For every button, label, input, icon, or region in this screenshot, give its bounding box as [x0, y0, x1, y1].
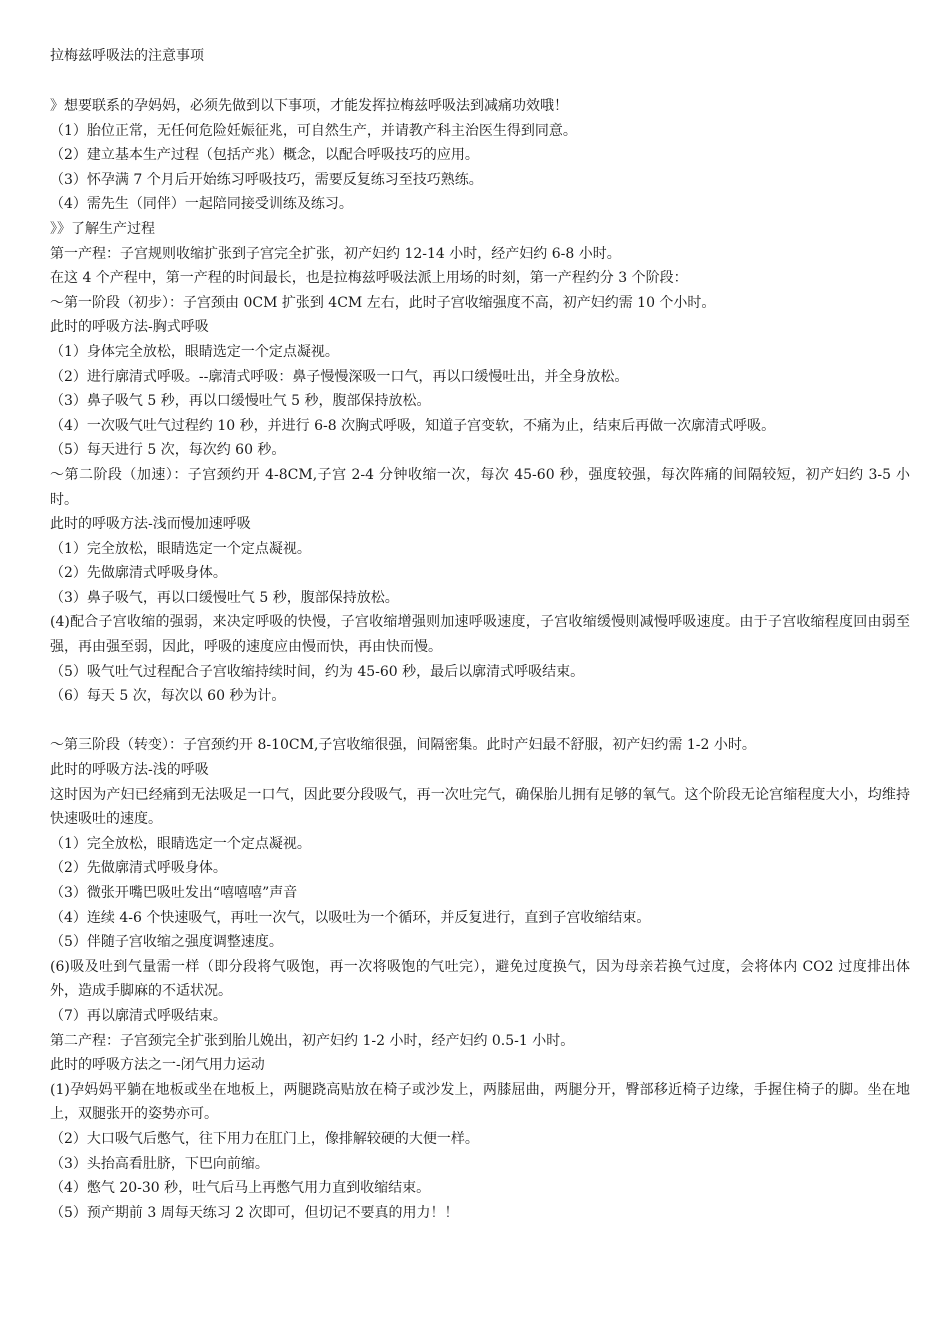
text-line: （7）再以廓清式呼吸结束。	[50, 1007, 227, 1024]
document-body	[50, 94, 910, 1225]
text-line: （2）建立基本生产过程（包括产兆）概念，以配合呼吸技巧的应用。	[50, 147, 479, 164]
text-line: (4)配合子宫收缩的强弱，来决定呼吸的快慢，子宫收缩增强则加速呼吸速度，子宫收缩缓慢则减慢呼吸速度。由于子宫收缩程度回由弱至强，再由强至弱，因此，呼吸的速度应由慢而快，再由快而慢。	[50, 614, 910, 656]
text-line: （2）先做廓清式呼吸身体。	[50, 565, 227, 582]
blank-line	[50, 709, 910, 734]
text-line: (6)吸及吐到气量需一样（即分段将气吸饱，再一次将吸饱的气吐完），避免过度换气，因为母亲若换气过度，会将体内 CO2 过度排出体外，造成手脚麻的不适状况。	[50, 958, 910, 1000]
text-line: （6）每天 5 次，每次以 60 秒为计。	[50, 688, 286, 705]
text-line: （2）先做廓清式呼吸身体。	[50, 860, 227, 877]
text-line: 此时的呼吸方法-浅而慢加速呼吸	[50, 516, 251, 533]
text-line: (1)孕妈妈平躺在地板或坐在地板上，两腿跷高贴放在椅子或沙发上，两膝屈曲，两腿分开，臀部移近椅子边缘，手握住椅子的脚。坐在地上，双腿张开的姿势亦可。	[50, 1081, 910, 1123]
text-line: （3）鼻子吸气，再以口缓慢吐气 5 秒，腹部保持放松。	[50, 589, 399, 606]
text-line: （4）连续 4-6 个快速吸气，再吐一次气，以吸吐为一个循环，并反复进行，直到子宫收缩结束。	[50, 909, 651, 926]
text-line: ～第二阶段（加速）：子宫颈约开 4-8CM,子宫 2-4 分钟收缩一次，每次 45-60 秒，强度较强，每次阵痛的间隔较短，初产妇约 3-5 小时。	[50, 466, 910, 508]
text-line: 这时因为产妇已经痛到无法吸足一口气，因此要分段吸气，再一次吐完气，确保胎儿拥有足够的氧气。这个阶段无论宫缩程度大小，均维持快速吸吐的速度。	[50, 786, 910, 828]
text-line: （2）大口吸气后憋气，往下用力在肛门上，像排解较硬的大便一样。	[50, 1130, 479, 1147]
text-line: （3）鼻子吸气 5 秒，再以口缓慢吐气 5 秒，腹部保持放松。	[50, 393, 431, 410]
text-line: 此时的呼吸方法-浅的呼吸	[50, 762, 209, 779]
text-line: 在这 4 个产程中，第一产程的时间最长，也是拉梅兹呼吸法派上用场的时刻，第一产程约分 3 个阶段：	[50, 270, 688, 287]
text-line: （5）每天进行 5 次，每次约 60 秒。	[50, 442, 286, 459]
text-line: 此时的呼吸方法之一-闭气用力运动	[50, 1057, 265, 1074]
text-line: （3）怀孕满 7 个月后开始练习呼吸技巧，需要反复练习至技巧熟练。	[50, 171, 483, 188]
document-page	[50, 44, 910, 1225]
text-line: （4）一次吸气吐气过程约 10 秒，并进行 6-8 次胸式呼吸，知道子宫变软，不痛为止，结束后再做一次廓清式呼吸。	[50, 417, 776, 434]
text-line: 此时的呼吸方法-胸式呼吸	[50, 319, 209, 336]
text-line: 第一产程：子宫规则收缩扩张到子宫完全扩张，初产妇约 12-14 小时，经产妇约 6-8 小时。	[50, 245, 621, 262]
text-line: （5）吸气吐气过程配合子宫收缩持续时间，约为 45-60 秒，最后以廓清式呼吸结束。	[50, 663, 585, 680]
text-line: （3）头抬高看肚脐，下巴向前缩。	[50, 1155, 269, 1172]
text-line: ～第三阶段（转变）：子宫颈约开 8-10CM,子宫收缩很强，间隔密集。此时产妇最不舒服，初产妇约需 1-2 小时。	[50, 737, 756, 754]
text-line: （1）完全放松，眼睛选定一个定点凝视。	[50, 540, 311, 557]
text-line: 》想要联系的孕妈妈，必须先做到以下事项，才能发挥拉梅兹呼吸法到减痛功效哦！	[50, 98, 568, 114]
text-line: （5）伴随子宫收缩之强度调整速度。	[50, 934, 283, 951]
text-line: 》》了解生产过程	[50, 220, 155, 237]
text-line: （2）进行廓清式呼吸。--廓清式呼吸：鼻子慢慢深吸一口气，再以口缓慢吐出，并全身放松。	[50, 368, 629, 385]
text-line: （4）需先生（同伴）一起陪同接受训练及练习。	[50, 196, 353, 213]
text-line: 第二产程：子宫颈完全扩张到胎儿娩出，初产妇约 1-2 小时，经产妇约 0.5-1 小时。	[50, 1032, 575, 1049]
text-line: （3）微张开嘴巴吸吐发出“嘻嘻嘻”声音	[50, 885, 298, 901]
document-title: 拉梅兹呼吸法的注意事项	[50, 48, 204, 64]
text-line: （1）完全放松，眼睛选定一个定点凝视。	[50, 835, 311, 852]
text-line: （1）胎位正常，无任何危险妊娠征兆，可自然生产，并请教产科主治医生得到同意。	[50, 122, 577, 139]
text-line: （5）预产期前 3 周每天练习 2 次即可，但切记不要真的用力！！	[50, 1204, 459, 1221]
text-line: （4）憋气 20-30 秒，吐气后马上再憋气用力直到收缩结束。	[50, 1180, 431, 1197]
text-line: ～第一阶段（初步）：子宫颈由 0CM 扩张到 4CM 左右，此时子宫收缩强度不高，初产妇约需 10 个小时。	[50, 294, 716, 311]
text-line: （1）身体完全放松，眼睛选定一个定点凝视。	[50, 343, 339, 360]
